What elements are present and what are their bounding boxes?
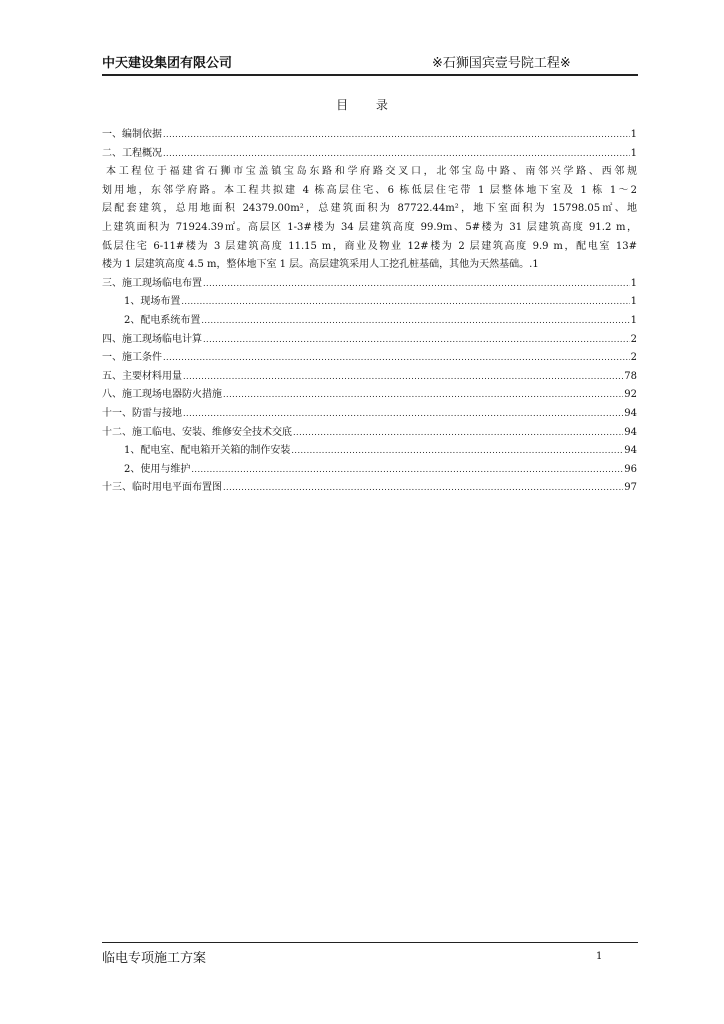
toc-entry-text: 二、工程概况 — [102, 147, 162, 159]
toc-entry-text: 四、施工现场临电计算 — [102, 333, 202, 345]
toc-leader — [191, 461, 623, 480]
toc-entry-text: 2、配电系统布置 — [124, 314, 201, 326]
toc-entry-text: 十三、临时用电平面布置图 — [102, 482, 222, 494]
toc-entry-page: 1 — [630, 277, 637, 289]
toc-entry-page: 1 — [630, 147, 637, 159]
paragraph-line: 上建筑面积为 71924.39㎡。高层区 1-3#楼为 34 层建筑高度 99.9m、5#楼为 31 层建筑高度 91.2 m， — [102, 221, 637, 233]
toc-entry-text: 五、主要材料用量 — [102, 370, 182, 382]
toc-leader — [203, 331, 630, 350]
toc-entry-page: 1 — [630, 314, 637, 326]
toc-entry-page: 78 — [624, 370, 637, 382]
document-title: 临电专项施工方案 — [102, 951, 207, 966]
toc-entry[interactable] — [102, 405, 637, 424]
toc-entry[interactable] — [102, 349, 637, 368]
paragraph-line: 楼为 1 层建筑高度 4.5 m，整体地下室 1 层。高层建筑采用人工挖孔桩基础，其他为天然基础。.1 — [102, 259, 539, 271]
toc-entry-page: 1 — [630, 296, 637, 308]
paragraph-line: 划用地，东邻学府路。本工程共拟建 4 栋高层住宅、6 栋低层住宅带 1 层整体地下室及 1 栋 1～2 — [102, 184, 637, 196]
toc-entry[interactable] — [102, 145, 637, 164]
toc-entry-page: 94 — [624, 407, 637, 419]
toc-entry-page: 96 — [624, 463, 637, 475]
toc-entry-text: 十一、防雷与接地 — [102, 407, 182, 419]
project-overview-paragraph[interactable] — [102, 163, 637, 275]
table-of-contents — [102, 126, 637, 498]
toc-entry-page: 2 — [630, 352, 637, 364]
paragraph-line: 层配套建筑，总用地面积 24379.00m²，总建筑面积为 87722.44m²，地下室面积为 15798.05㎡、地 — [102, 203, 637, 215]
toc-leader — [163, 145, 630, 164]
page-header — [102, 50, 638, 76]
toc-entry-page: 2 — [630, 333, 637, 345]
toc-entry-text: 一、施工条件 — [102, 352, 162, 364]
toc-entry[interactable] — [102, 461, 637, 480]
toc-entry-page: 94 — [624, 445, 637, 457]
toc-leader — [183, 405, 623, 424]
toc-entry[interactable] — [102, 275, 637, 294]
toc-leader — [163, 349, 630, 368]
toc-leader — [183, 368, 623, 387]
toc-entry-text: 1、配电室、配电箱开关箱的制作安装 — [124, 445, 291, 457]
toc-leader — [223, 386, 623, 405]
toc-entry[interactable] — [102, 126, 637, 145]
company-name: 中天建设集团有限公司 — [102, 56, 233, 71]
project-name: ※石狮国宾壹号院工程※ — [432, 56, 571, 71]
toc-entry-text: 一、编制依据 — [102, 129, 162, 140]
paragraph-line: 本工程位于福建省石狮市宝盖镇宝岛东路和学府路交叉口，北邻宝岛中路、南邻兴学路、西邻规 — [106, 166, 637, 178]
toc-entry-text: 三、施工现场临电布置 — [102, 277, 202, 289]
toc-entry-text: 2、使用与维护 — [124, 463, 191, 475]
toc-entry-page: 97 — [624, 482, 637, 494]
toc-leader — [203, 275, 630, 294]
toc-leader — [293, 424, 623, 443]
paragraph-line: 低层住宅 6-11#楼为 3 层建筑高度 11.15 m，商业及物业 12#楼为 2 层建筑高度 9.9 m，配电室 13# — [102, 240, 637, 252]
toc-entry-text: 1、现场布置 — [124, 296, 181, 308]
toc-entry-text: 十二、施工临电、安装、维修安全技术交底 — [102, 426, 292, 438]
page-number: 1 — [596, 951, 603, 962]
toc-leader — [181, 293, 629, 312]
toc-entry-page: 94 — [624, 426, 637, 438]
toc-entry-text: 八、施工现场电器防火措施 — [102, 389, 222, 401]
toc-leader — [201, 312, 629, 331]
toc-entry-page: 92 — [624, 389, 637, 401]
toc-title: 目 录 — [336, 98, 400, 112]
toc-entry[interactable] — [102, 479, 637, 498]
toc-entry[interactable] — [102, 293, 637, 312]
toc-entry-page: 1 — [630, 129, 637, 140]
toc-entry[interactable] — [102, 331, 637, 350]
toc-leader — [163, 126, 630, 145]
page-footer — [102, 942, 638, 971]
toc-entry[interactable] — [102, 424, 637, 443]
toc-entry[interactable] — [102, 442, 637, 461]
toc-leader — [291, 442, 623, 461]
toc-entry[interactable] — [102, 312, 637, 331]
toc-entry[interactable] — [102, 386, 637, 405]
toc-entry[interactable] — [102, 368, 637, 387]
toc-leader — [223, 479, 623, 498]
